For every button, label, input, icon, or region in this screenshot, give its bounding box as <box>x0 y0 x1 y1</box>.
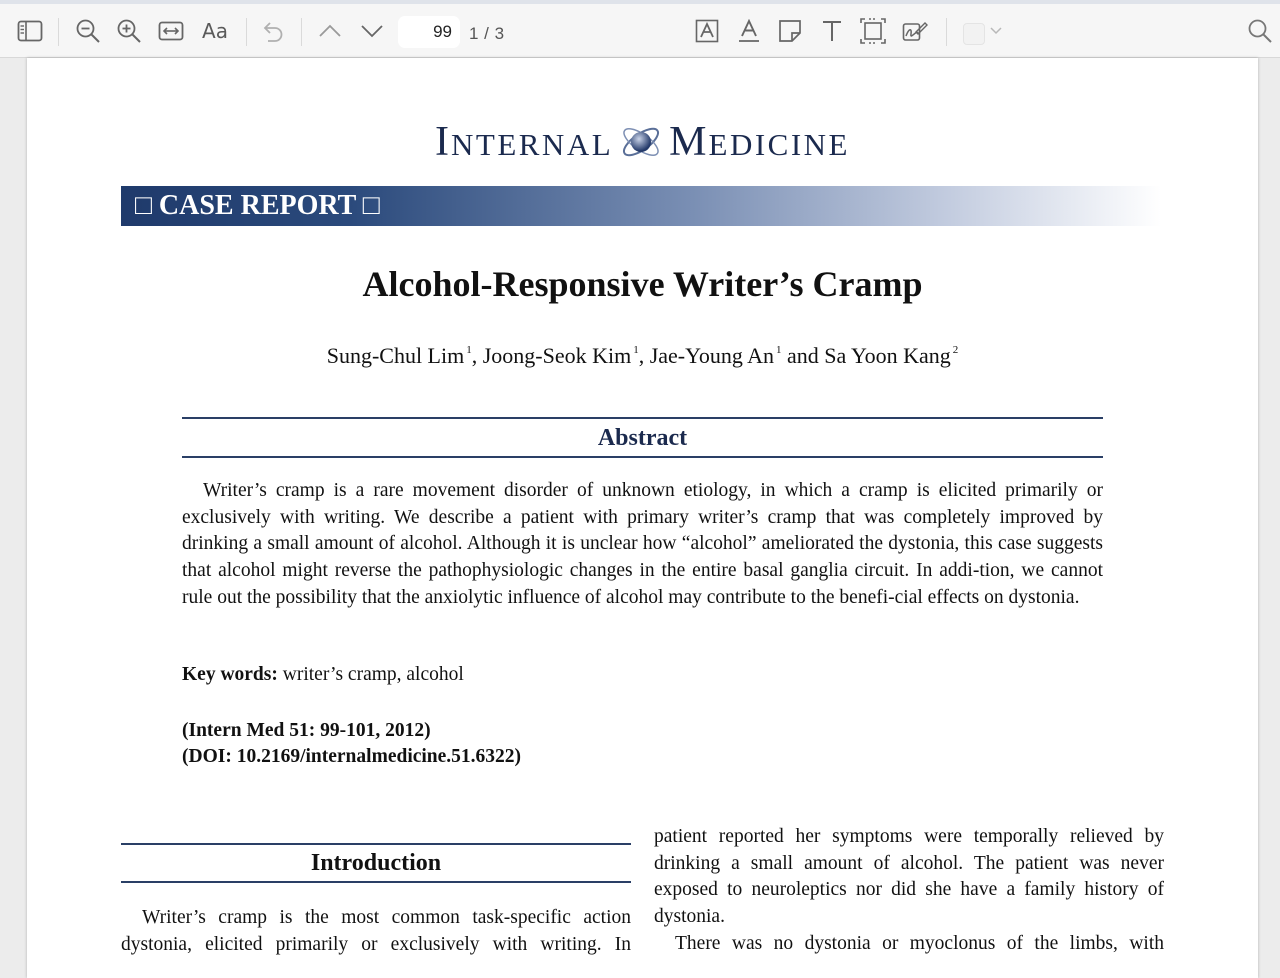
keywords-value: writer’s cramp, alcohol <box>282 664 464 685</box>
right-column-paragraph: There was no dystonia or myoclonus of the limbs, with <box>675 932 1164 954</box>
fit-width-icon <box>158 20 184 42</box>
page-number-input[interactable] <box>398 16 460 48</box>
abstract-bottom-rule <box>182 456 1103 458</box>
introduction-heading: Introduction <box>310 850 442 876</box>
text-tool-button[interactable] <box>816 16 848 46</box>
next-page-button[interactable] <box>356 16 388 46</box>
search-button[interactable] <box>1244 16 1276 46</box>
author: Sa Yoon Kang $^2$ <box>824 343 959 368</box>
select-area-icon <box>860 18 886 44</box>
next-page-icon <box>359 23 385 39</box>
zoom-in-icon <box>116 18 142 44</box>
pdf-page <box>27 58 1258 978</box>
note-button[interactable] <box>774 16 806 46</box>
intro-top-rule <box>121 843 631 845</box>
previous-page-icon <box>317 23 343 39</box>
right-column <box>654 824 1164 958</box>
keywords-label: Key words: <box>182 664 278 685</box>
right-column-paragraph: patient reported her symptoms were temporally relieved by drinking a small amount of alcohol. The patient was never exposed to neuroleptics nor did she have a family history of dystonia. <box>654 826 1164 928</box>
text-size-button[interactable] <box>197 16 233 46</box>
abstract-heading: Abstract <box>597 425 688 451</box>
underline-icon <box>737 19 761 43</box>
citation-block <box>182 718 1103 770</box>
text-tool-icon <box>821 19 843 43</box>
author: Jae-Young An $^1$ and <box>649 343 825 368</box>
introduction-text: Writer’s cramp is the most common task-specific action dystonia, elicited primarily or exclusively with writing. In <box>121 907 631 955</box>
undo-button[interactable] <box>256 16 288 46</box>
citation: (Intern Med 51: 99-101, 2012) <box>182 720 431 741</box>
color-picker-dropdown[interactable] <box>985 16 1007 46</box>
search-icon <box>1247 18 1273 44</box>
text-box-annotation-icon <box>695 19 719 43</box>
journal-name-part1: INTERNAL <box>435 119 614 165</box>
zoom-out-icon <box>75 18 101 44</box>
keywords-line <box>182 664 1103 686</box>
sidebar-toggle-button[interactable] <box>14 16 46 46</box>
zoom-in-button[interactable] <box>113 16 145 46</box>
zoom-out-button[interactable] <box>72 16 104 46</box>
intro-bottom-rule <box>121 881 631 883</box>
annotation-color-swatch[interactable] <box>963 23 985 45</box>
toolbar-separator <box>946 18 947 46</box>
text-box-annotation-button[interactable] <box>691 16 723 46</box>
note-icon <box>778 19 802 43</box>
abstract-text: Writer’s cramp is a rare movement disorder of unknown etiology, in which a cramp is elicited primarily or exclusively with writing. We describe a patient with primary writer’s cramp that was completely improved by drinking a small amount of alcohol. Although it is unclear how “alcohol” ameliorated the dystonia, this case suggests that alcohol might reverse the pathophysiologic changes in the entire basal ganglia circuit. In addi-tion, we cannot rule out the possibility that the anxiolytic influence of alcohol may contribute to the benefi-cial effects on dystonia. <box>182 480 1103 608</box>
sidebar-icon <box>17 20 43 42</box>
toolbar-separator <box>246 18 247 46</box>
article-title: Alcohol-Responsive Writer’s Cramp <box>362 264 923 304</box>
author: Sung-Chul Lim $^1$, <box>326 343 483 368</box>
fit-width-button[interactable] <box>155 16 187 46</box>
journal-logo-icon <box>619 120 663 164</box>
signature-button[interactable] <box>899 16 931 46</box>
doi: (DOI: 10.2169/internalmedicine.51.6322) <box>182 746 522 767</box>
page-count: 1 / 3 <box>469 24 505 43</box>
case-report-banner: □ CASE REPORT □ <box>121 186 1161 226</box>
signature-icon <box>902 18 928 44</box>
previous-page-button[interactable] <box>314 16 346 46</box>
select-area-button[interactable] <box>857 16 889 46</box>
underline-text-button[interactable] <box>733 16 765 46</box>
toolbar-separator <box>301 18 302 46</box>
text-size-icon: Aa <box>202 19 228 43</box>
author-list <box>27 343 1258 369</box>
undo-icon <box>259 19 285 43</box>
journal-name-part2: MEDICINE <box>669 119 850 165</box>
chevron-down-icon <box>990 27 1002 35</box>
pdf-toolbar <box>0 0 1280 58</box>
abstract-top-rule <box>182 417 1103 419</box>
journal-masthead <box>27 118 1258 166</box>
toolbar-separator <box>58 18 59 46</box>
author: Joong-Seok Kim $^1$, <box>482 343 650 368</box>
